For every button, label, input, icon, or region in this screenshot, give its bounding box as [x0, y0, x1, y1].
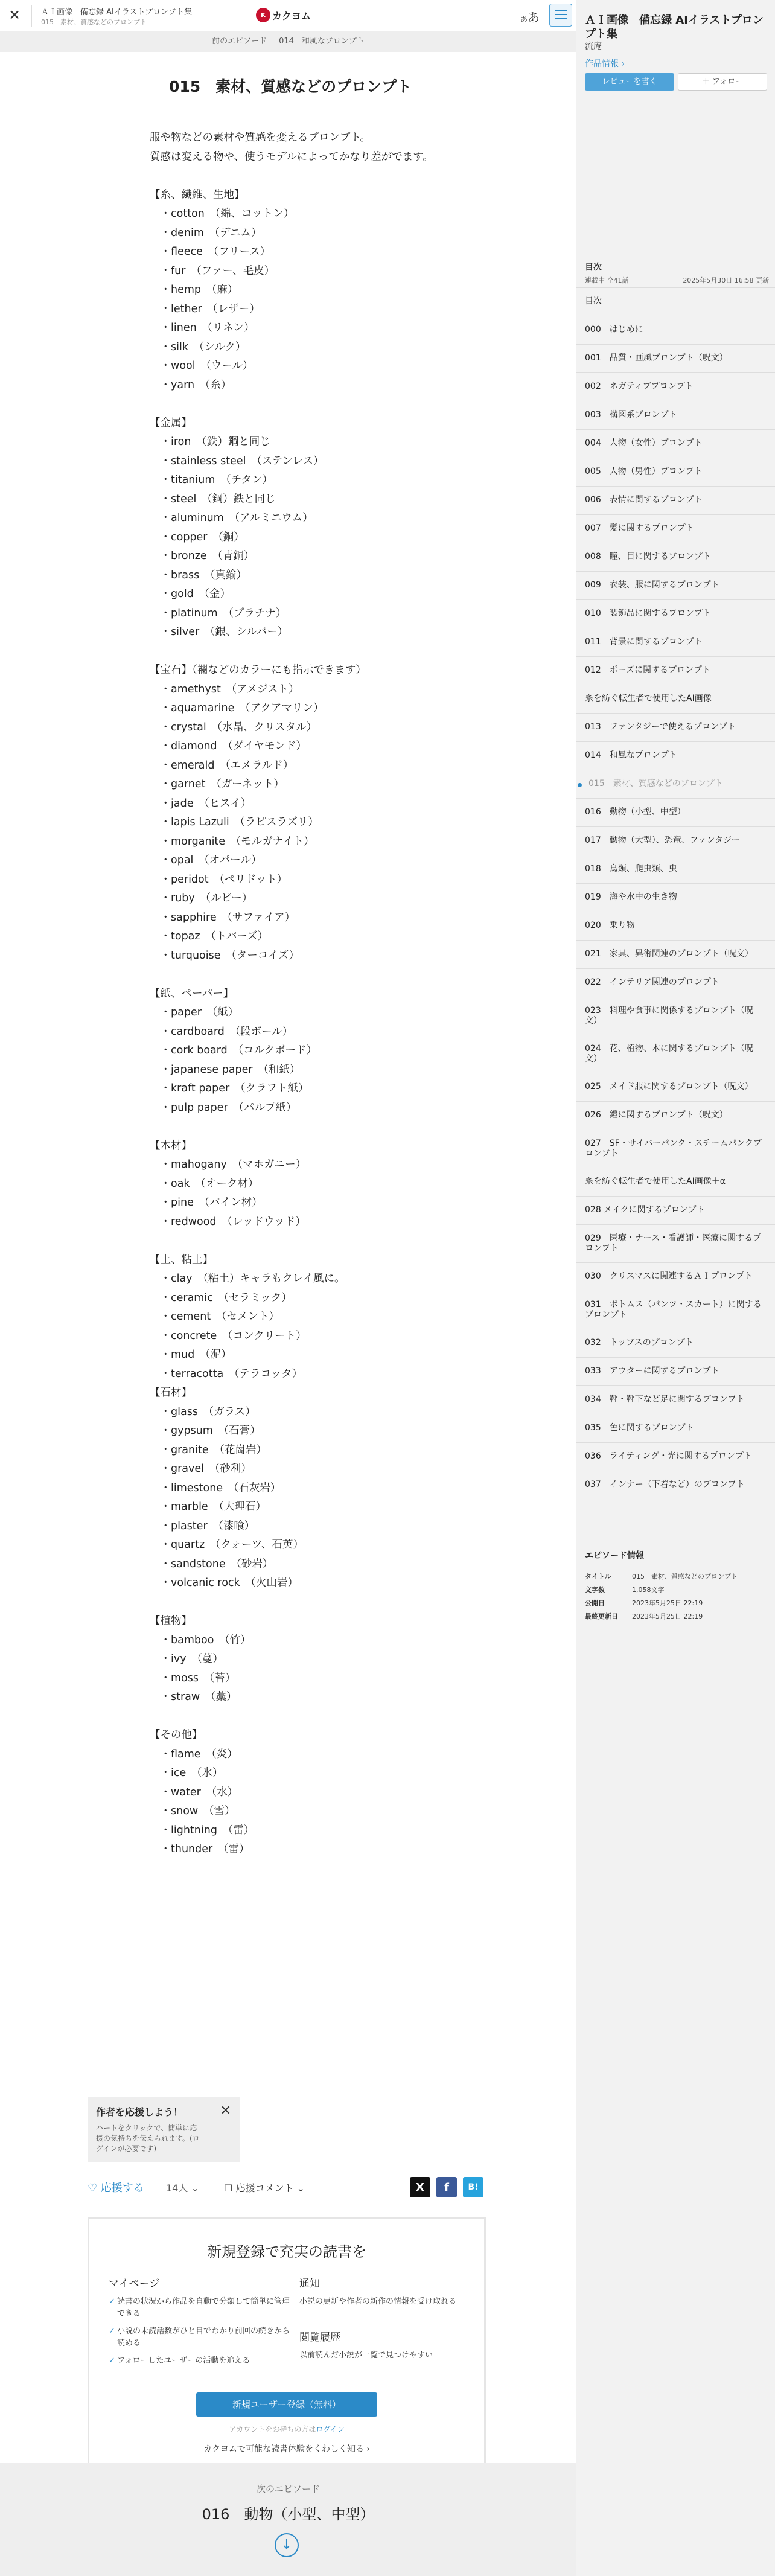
body-line: ・ivy （蔓）: [150, 1653, 223, 1665]
toc-item[interactable]: 糸を紡ぐ転生者で使用したAI画像＋α: [576, 1168, 775, 1196]
toc-item[interactable]: 022 インテリア関連のプロンプト: [576, 968, 775, 997]
like-button[interactable]: ♡ 応援する: [88, 2182, 144, 2194]
body-line: ・lether （レザー）: [150, 302, 260, 315]
toc-item[interactable]: 031 ボトムス（パンツ・スカート）に関するプロンプト: [576, 1291, 775, 1329]
body-line: ・concrete （コンクリート）: [150, 1329, 307, 1342]
toc-item[interactable]: 023 料理や食事に関係するプロンプト（呪文）: [576, 997, 775, 1035]
episode-info-row: [585, 1583, 738, 1596]
episode-info-row: [585, 1570, 738, 1583]
logo-text: カクヨム: [272, 10, 311, 22]
body-line: [150, 642, 512, 662]
notify-text: 小説の更新や作者の新作の情報を受け取れる: [299, 2297, 457, 2306]
body-line: ・linen （リネン）: [150, 322, 255, 334]
body-line: ・hemp （麻）: [150, 284, 238, 296]
toc-item[interactable]: 028 メイクに関するプロンプト: [576, 1196, 775, 1224]
toc-item[interactable]: 020 乗り物: [576, 912, 775, 940]
write-review-button[interactable]: レビューを書く: [585, 73, 674, 91]
toc-item[interactable]: 005 人物（男性）プロンプト: [576, 458, 775, 486]
body-line: ・bronze （青銅）: [150, 550, 255, 562]
toc-item[interactable]: 001 品質・画風プロンプト（呪文）: [576, 344, 775, 372]
font-size-large: あ: [528, 10, 540, 25]
login-line: [89, 2424, 484, 2434]
like-count-value: 14人: [166, 2182, 188, 2194]
prev-label: 前のエピソード: [212, 37, 267, 46]
body-line: ・sapphire （サファイア）: [150, 911, 295, 924]
info-key: 文字数: [585, 1586, 605, 1594]
body-line: ・copper （銅）: [150, 531, 244, 543]
support-title: 作者を応援しよう！: [96, 2106, 183, 2118]
body-line: ・emerald （エメラルド）: [150, 759, 294, 772]
info-value: 2023年5月25日 22:19: [632, 1612, 703, 1620]
body-line: [150, 1117, 512, 1137]
toc-item[interactable]: 037 インナー（下着など）のプロンプト: [576, 1471, 775, 1499]
divider: [31, 5, 32, 27]
toc-menu-icon[interactable]: [549, 4, 572, 27]
body-line: ・silk （シルク）: [150, 340, 246, 353]
toc-heading: 目次: [585, 263, 602, 272]
body-line: ・ceramic （セラミック）: [150, 1291, 292, 1304]
body-line: ・stainless steel （ステンレス）: [150, 455, 324, 467]
body-line: ・clay （粘土）キャラもクレイ風に。: [150, 1273, 345, 1285]
notify-section: [299, 2275, 468, 2362]
body-line: ・opal （オパール）: [150, 854, 262, 866]
body-line: ・limestone （石灰岩）: [150, 1481, 281, 1494]
body-line: ・japanese paper （和紙）: [150, 1063, 301, 1076]
like-count[interactable]: 14人 ⌄: [166, 2182, 199, 2194]
body-line: 【糸、繊維、生地】: [150, 188, 245, 201]
history-title: 閲覧履歴: [299, 2332, 340, 2344]
register-button[interactable]: 新規ユーザー登録（無料）: [196, 2392, 377, 2417]
mypage-section: [109, 2275, 290, 2373]
body-line: ・cement （セメント）: [150, 1311, 279, 1323]
login-prefix: アカウントをお持ちの方は: [229, 2425, 316, 2434]
toc-item[interactable]: 016 動物（小型、中型）: [576, 798, 775, 826]
episode-info-row: [585, 1609, 738, 1623]
episode-actions: [88, 2177, 486, 2197]
toc-item[interactable]: 目次: [576, 287, 775, 316]
body-line: ・mud （泥）: [150, 1349, 232, 1361]
main-content: [0, 31, 576, 2576]
work-info-link[interactable]: 作品情報 ›: [585, 59, 625, 69]
follow-button[interactable]: ＋ フォロー: [678, 73, 767, 91]
sidebar: [576, 0, 775, 2576]
toc-item[interactable]: 009 衣装、服に関するプロンプト: [576, 571, 775, 599]
body-line: ・fleece （フリース）: [150, 246, 271, 258]
toc-item[interactable]: 010 装飾品に関するプロンプト: [576, 599, 775, 628]
toc-item[interactable]: 024 花、植物、木に関するプロンプト（呪文）: [576, 1035, 775, 1073]
episode-info-title: エピソード情報: [585, 1551, 644, 1561]
body-line: ・straw （藁）: [150, 1691, 237, 1703]
body-line: ・gypsum （石膏）: [150, 1425, 261, 1437]
body-line: 【木材】: [150, 1139, 192, 1152]
body-line: [150, 167, 512, 186]
toc-item[interactable]: 006 表情に関するプロンプト: [576, 486, 775, 514]
body-line: ・volcanic rock （火山岩）: [150, 1577, 298, 1589]
support-text: ハートをクリックで、簡単に応 援の気持ちを伝えられます。(ロ グインが必要です): [96, 2124, 200, 2153]
prev-episode-link[interactable]: [0, 31, 576, 52]
body-line: ・topaz （トパーズ）: [150, 930, 269, 942]
body-line: ・oak （オーク材）: [150, 1177, 259, 1190]
toc-item[interactable]: 029 医療・ナース・看護師・医療に関するプロンプト: [576, 1224, 775, 1262]
body-line: ・aquamarine （アクアマリン）: [150, 702, 324, 714]
info-key: 公開日: [585, 1599, 605, 1607]
toc-item[interactable]: 013 ファンタジーで使えるプロンプト: [576, 713, 775, 741]
body-line: ・terracotta （テラコッタ）: [150, 1367, 303, 1380]
toc-item[interactable]: 027 SF・サイバーパンク・スチームパンクプロンプト: [576, 1130, 775, 1168]
body-line: ・titanium （チタン）: [150, 474, 273, 486]
body-line: ・ruby （ルビー）: [150, 892, 253, 904]
body-line: ・kraft paper （クラフト紙）: [150, 1082, 309, 1095]
next-label: 次のエピソード: [256, 2484, 320, 2495]
toc-status: 連載中 全41話: [585, 276, 629, 284]
body-line: ・garnet （ガーネット）: [150, 778, 284, 790]
toc-item[interactable]: 007 髪に関するプロンプト: [576, 514, 775, 543]
info-value: 1,058文字: [632, 1586, 665, 1594]
body-line: ・granite （花崗岩）: [150, 1443, 267, 1456]
mypage-title: マイページ: [109, 2278, 160, 2290]
close-icon[interactable]: ✕: [8, 7, 21, 24]
episode-info-row: [585, 1596, 738, 1609]
register-title: 新規登録で充実の読書を: [207, 2243, 366, 2260]
body-line: 【植物】: [150, 1615, 192, 1627]
body-line: ・aluminum （アルミニウム）: [150, 512, 313, 524]
body-line: ・cotton （綿、コットン）: [150, 208, 295, 220]
body-line: 【紙、ペーパー】: [150, 987, 234, 1000]
body-line: ・silver （銀、シルバー）: [150, 626, 289, 638]
x-share-icon[interactable]: X: [410, 2177, 430, 2197]
body-line: [150, 395, 512, 414]
body-line: ・bamboo （竹）: [150, 1634, 251, 1646]
close-popup-icon[interactable]: ✕: [220, 2103, 231, 2118]
body-line: ・platinum （プラチナ）: [150, 607, 287, 619]
body-line: ・water （水）: [150, 1786, 238, 1798]
toc-item[interactable]: 糸を紡ぐ転生者で使用したAI画像: [576, 685, 775, 713]
toc-item[interactable]: 003 構図系プロンプト: [576, 401, 775, 429]
body-line: ・glass （ガラス）: [150, 1405, 256, 1418]
toc-item[interactable]: 012 ポーズに関するプロンプト: [576, 656, 775, 685]
body-line: 服や物などの素材や質感を変えるプロンプト。: [150, 132, 371, 144]
body-line: 【土、粘土】: [150, 1253, 213, 1266]
toc-item[interactable]: 036 ライティング・光に関するプロンプト: [576, 1442, 775, 1471]
info-key: タイトル: [585, 1573, 611, 1580]
mypage-list: [109, 2296, 290, 2367]
body-line: 【石材】: [150, 1387, 192, 1399]
episode-info: [585, 1549, 769, 1623]
comment-label: 応援コメント: [235, 2182, 294, 2194]
toc-item[interactable]: 014 和風なプロンプト: [576, 741, 775, 770]
info-value: 015 素材、質感などのプロンプト: [632, 1573, 738, 1580]
toc-item[interactable]: 033 アウターに関するプロンプト: [576, 1357, 775, 1385]
body-line: ・flame （炎）: [150, 1748, 238, 1760]
body-line: ・denim （デニム）: [150, 226, 262, 239]
mypage-item: ✓ 読書の状況から作品を自動で分類して簡単に管理できる: [109, 2296, 290, 2320]
font-size-small: あ: [520, 15, 528, 24]
body-line: ・peridot （ペリドット）: [150, 873, 288, 886]
body-line: ・mahogany （マホガニー）: [150, 1159, 307, 1171]
toc-item[interactable]: 030 クリスマスに関連するＡＩプロンプト: [576, 1262, 775, 1291]
hatena-share-icon[interactable]: B!: [463, 2177, 483, 2197]
toc-item[interactable]: 021 家具、異術関連のプロンプト（呪文）: [576, 940, 775, 968]
toc-meta: [585, 275, 769, 285]
header-work-title[interactable]: ＡＩ画像 備忘録 AIイラストプロンプト集: [41, 8, 193, 17]
toc-item[interactable]: 015 素材、質感などのプロンプト: [576, 770, 775, 798]
episode-info-table: [585, 1570, 738, 1623]
toc-item[interactable]: 034 靴・靴下など足に関するプロンプト: [576, 1385, 775, 1414]
toc-item[interactable]: 008 瞳、目に関するプロンプト: [576, 543, 775, 571]
header-episode-title: 015 素材、質感などのプロンプト: [41, 18, 147, 26]
episode-title: 015 素材、質感などのプロンプト: [169, 78, 412, 95]
body-line: [150, 965, 512, 985]
body-line: 【宝石】（襴などのカラーにも指示できます）: [150, 664, 366, 676]
learn-more-link[interactable]: カクヨムで可能な読書体験をくわしく知る ›: [203, 2444, 371, 2454]
toc-updated: 2025年5月30日 16:58 更新: [683, 276, 769, 284]
history-text: 以前読んだ小説が一覧で見つけやすい: [299, 2351, 433, 2360]
body-line: ・lapis Lazuli （ラピスラズリ）: [150, 816, 319, 828]
info-value: 2023年5月25日 22:19: [632, 1599, 703, 1607]
body-line: ・steel （鋼）鉄と同じ: [150, 493, 276, 505]
body-line: 【その他】: [150, 1729, 203, 1741]
body-line: ・thunder （雷）: [150, 1843, 250, 1855]
body-line: ・wool （ウール）: [150, 360, 254, 372]
body-line: [150, 1593, 512, 1612]
mypage-item: ✓ 小説の未読話数がひと目でわかり前回の続きから読める: [109, 2325, 290, 2350]
body-line: ・lightning （雷）: [150, 1824, 255, 1836]
toc-item[interactable]: 035 色に関するプロンプト: [576, 1414, 775, 1442]
body-line: ・gold （金）: [150, 588, 231, 600]
body-line: ・turquoise （ターコイズ）: [150, 949, 300, 962]
prev-title: 014 和風なプロンプト: [279, 37, 365, 46]
body-line: ・marble （大理石）: [150, 1501, 266, 1513]
kakuyomu-logo[interactable]: [256, 7, 311, 23]
toc-item[interactable]: 026 鎧に関するプロンプト（呪文）: [576, 1101, 775, 1130]
body-line: ・crystal （水晶、クリスタル）: [150, 721, 317, 733]
logo-mark-icon: K: [256, 8, 270, 22]
body-line: ・cardboard （段ボール）: [150, 1025, 293, 1038]
body-line: ・yarn （糸）: [150, 379, 232, 391]
login-link[interactable]: ログイン: [316, 2425, 345, 2434]
facebook-share-icon[interactable]: f: [436, 2177, 457, 2197]
toc-item[interactable]: 004 人物（女性）プロンプト: [576, 429, 775, 458]
next-title[interactable]: 016 動物（小型、中型）: [202, 2506, 375, 2523]
body-line: ・fur （ファー、毛皮）: [150, 264, 275, 277]
body-line: ・plaster （漆喰）: [150, 1520, 255, 1532]
font-size-button[interactable]: [520, 8, 540, 25]
body-line: ・amethyst （アメジスト）: [150, 683, 299, 695]
toc-item[interactable]: 032 トップスのプロンプト: [576, 1329, 775, 1357]
body-line: ・quartz （クォーツ、石英）: [150, 1539, 304, 1551]
comment-button[interactable]: ☐ 応援コメント ⌄: [224, 2182, 305, 2194]
next-episode-panel[interactable]: [0, 2463, 576, 2576]
body-line: ・sandstone （砂岩）: [150, 1558, 273, 1570]
body-line: ・diamond （ダイヤモンド）: [150, 740, 307, 752]
body-line: ・jade （ヒスイ）: [150, 797, 252, 810]
body-line: ・pine （パイン材）: [150, 1197, 263, 1209]
sidebar-work-title[interactable]: ＡＩ画像 備忘録 AIイラストプロンプト集: [585, 14, 764, 40]
sidebar-author[interactable]: 流庵: [585, 42, 602, 51]
toc-item[interactable]: 002 ネガティブプロンプト: [576, 372, 775, 401]
body-line: ・brass （真鍮）: [150, 569, 247, 581]
body-line: 【金属】: [150, 417, 192, 429]
toc-list: [576, 287, 775, 1499]
toc-item[interactable]: 000 はじめに: [576, 316, 775, 344]
body-line: 質感は変える物や、使うモデルによってかなり差がでます。: [150, 150, 433, 163]
body-line: ・morganite （モルガナイト）: [150, 835, 314, 848]
body-line: ・paper （紙）: [150, 1006, 239, 1018]
body-line: ・pulp paper （パルプ紙）: [150, 1101, 297, 1114]
body-line: ・snow （雪）: [150, 1805, 235, 1817]
toc-item[interactable]: 019 海や水中の生き物: [576, 883, 775, 912]
register-panel: [88, 2217, 486, 2472]
support-popup: [88, 2097, 240, 2162]
toc-item[interactable]: 011 背景に関するプロンプト: [576, 628, 775, 656]
episode-body: [150, 129, 512, 1859]
body-line: ・moss （苔）: [150, 1672, 236, 1684]
arrow-down-icon[interactable]: ↓: [275, 2533, 299, 2557]
mypage-item: ✓ フォローしたユーザーの活動を追える: [109, 2355, 290, 2367]
body-line: [150, 1232, 512, 1251]
body-line: ・redwood （レッドウッド）: [150, 1215, 306, 1228]
toc-item[interactable]: 025 メイド服に関するプロンプト（呪文）: [576, 1073, 775, 1101]
toc-item[interactable]: 018 鳥類、爬虫類、虫: [576, 855, 775, 883]
body-line: [150, 1707, 512, 1727]
info-key: 最終更新日: [585, 1612, 618, 1620]
toc-item[interactable]: 017 動物（大型）、恐竜、ファンタジー: [576, 826, 775, 855]
body-line: ・ice （氷）: [150, 1767, 223, 1779]
body-line: ・iron （鉄）鋼と同じ: [150, 436, 270, 448]
notify-title: 通知: [299, 2278, 320, 2290]
body-line: ・gravel （砂利）: [150, 1463, 252, 1475]
body-line: ・cork board （コルクボード）: [150, 1044, 317, 1056]
